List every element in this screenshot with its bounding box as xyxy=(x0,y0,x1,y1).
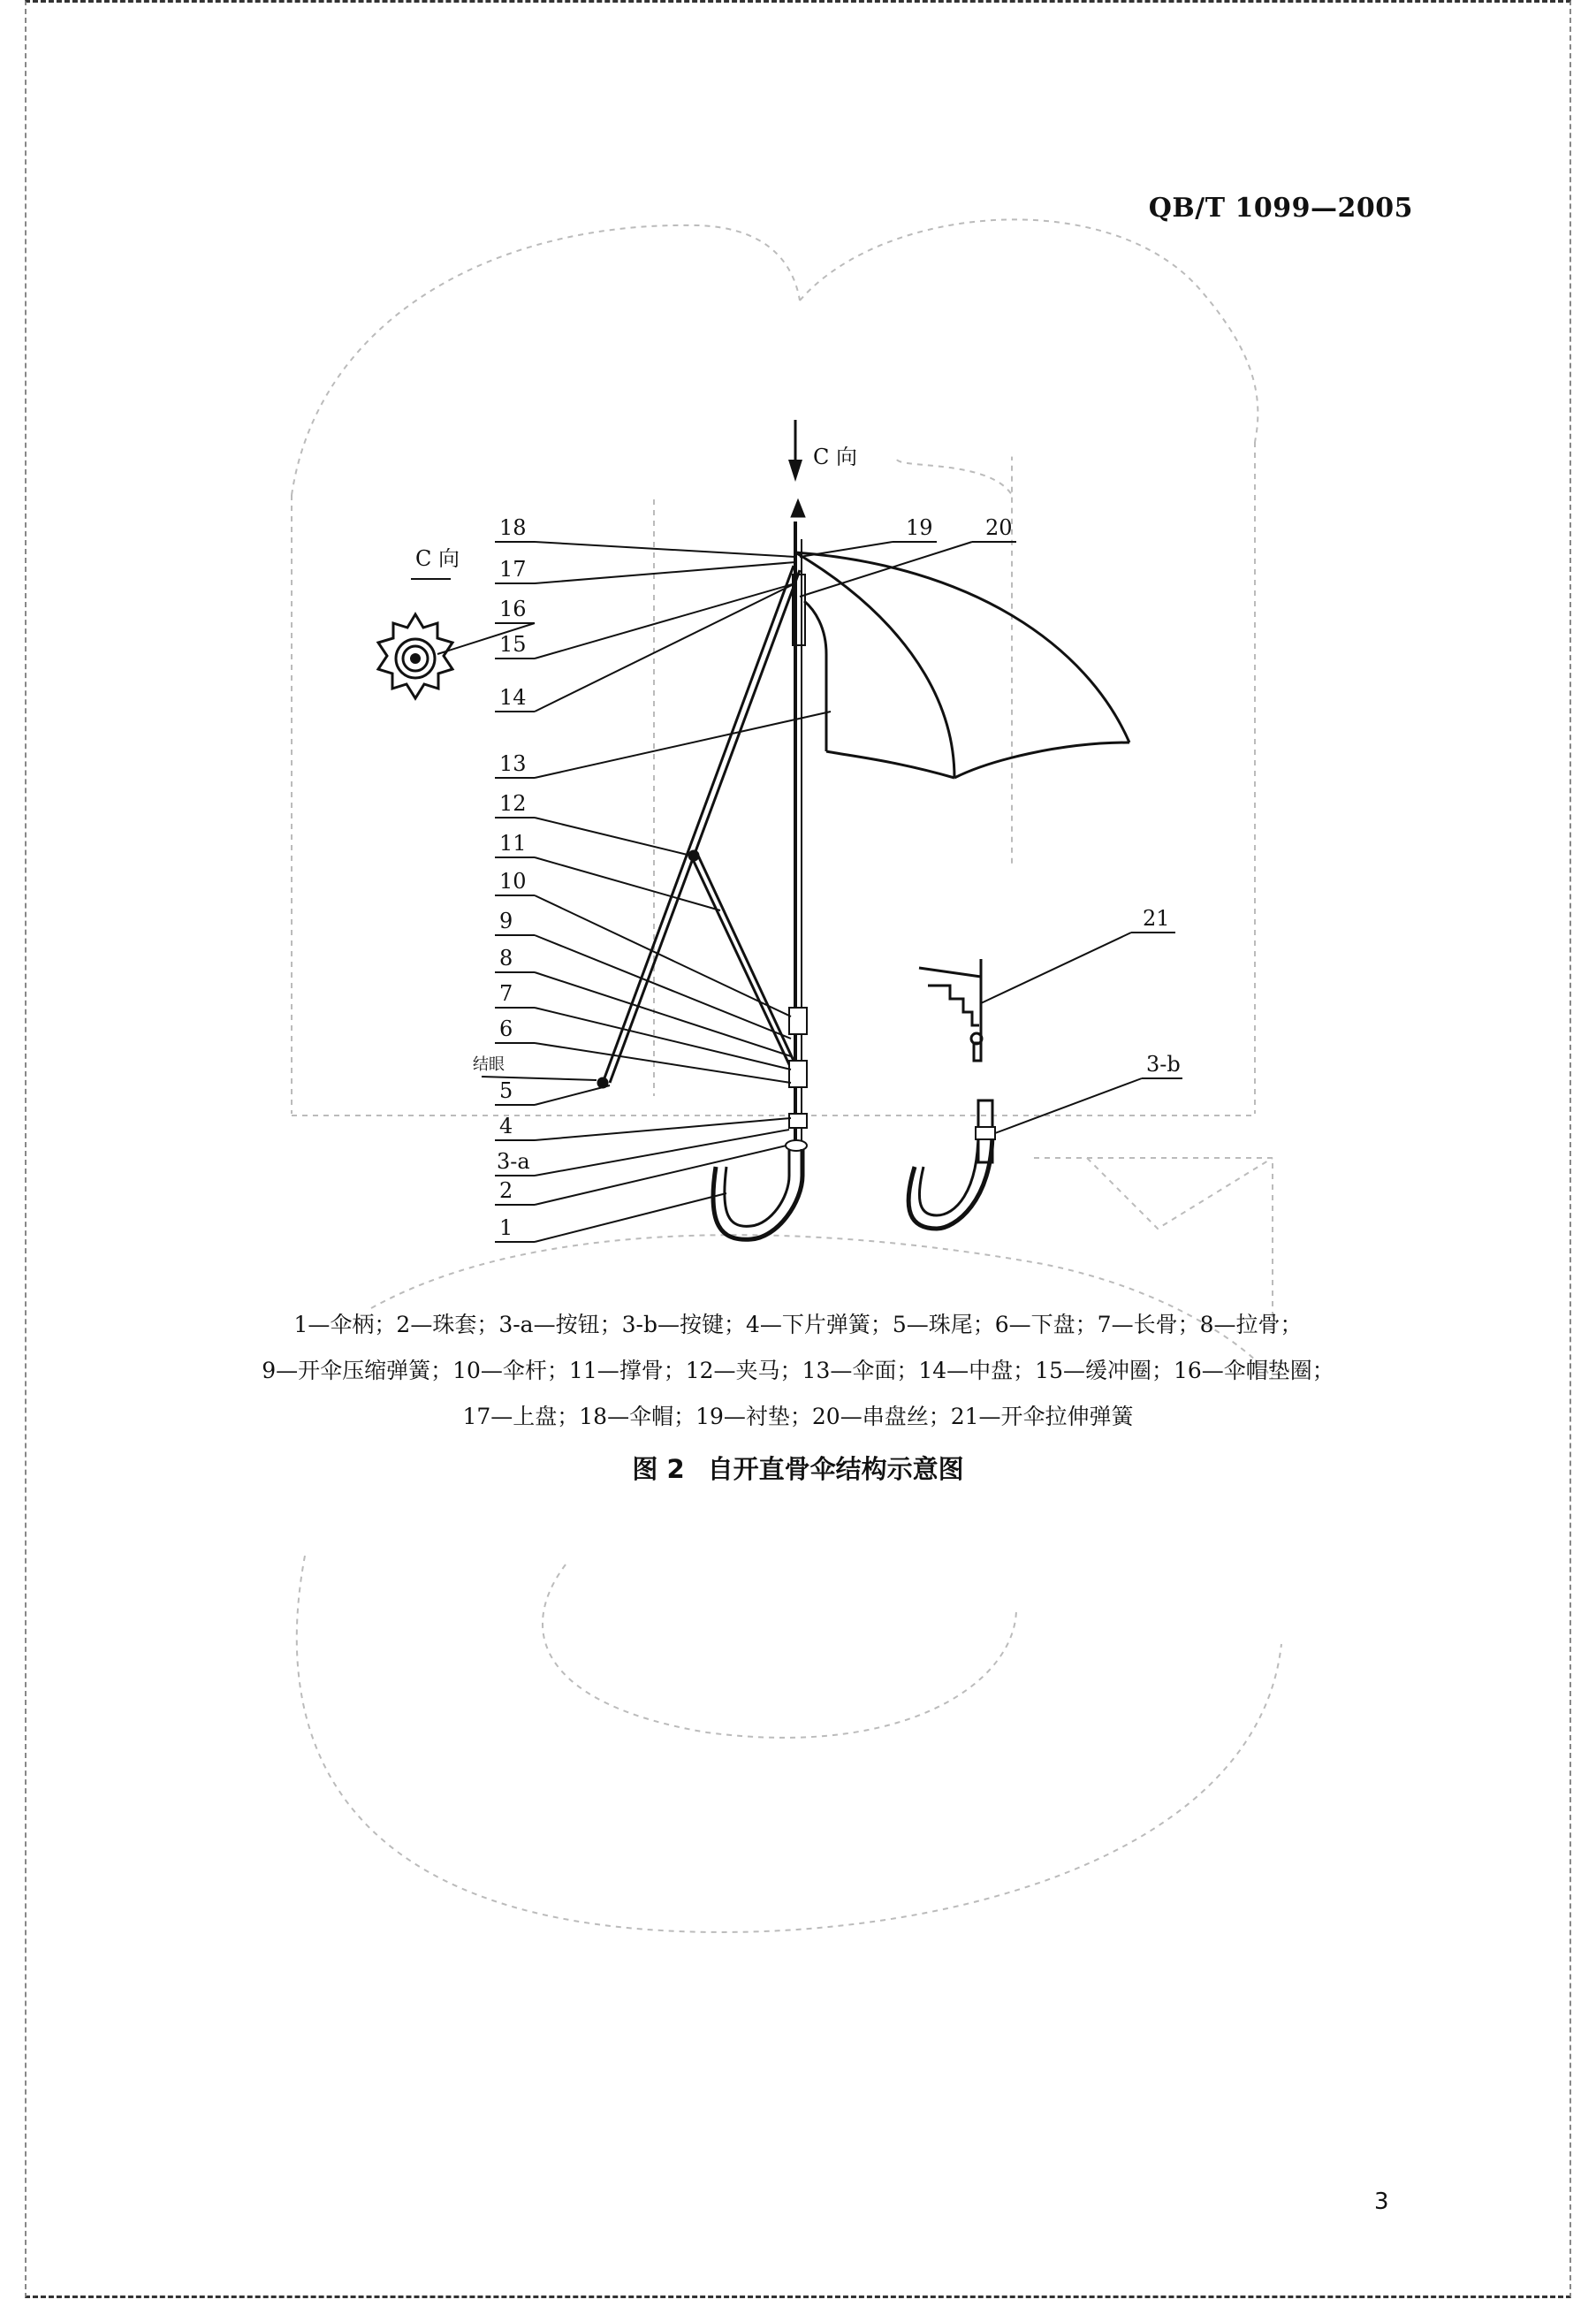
part-label-4: 4 xyxy=(499,1114,513,1138)
part-label-21: 21 xyxy=(1143,906,1170,931)
handle-main-inner xyxy=(725,1149,789,1226)
part-label-11: 11 xyxy=(499,831,527,856)
part-label-2: 2 xyxy=(499,1178,513,1203)
part-label-16: 16 xyxy=(499,597,527,621)
part-label-3b: 3-b xyxy=(1146,1052,1181,1077)
part-label-1: 1 xyxy=(499,1215,513,1240)
figure-number: 图 2 xyxy=(632,1454,685,1484)
ribs xyxy=(598,566,800,1087)
part-label-10: 10 xyxy=(499,869,527,894)
scan-artifacts xyxy=(292,219,1281,1932)
part-label-13: 13 xyxy=(499,751,527,776)
page-number: 3 xyxy=(1374,2189,1389,2215)
part-label-17: 17 xyxy=(499,557,527,582)
figure-caption xyxy=(0,1450,1596,1486)
figure-title: 自开直骨伞结构示意图 xyxy=(707,1454,964,1484)
part-label-15: 15 xyxy=(499,632,527,657)
part-label-20: 20 xyxy=(985,515,1013,540)
part-label-3a: 3-a xyxy=(497,1149,530,1174)
detail-handle-3b xyxy=(908,1100,995,1229)
part-label-knot-eye: 结眼 xyxy=(473,1055,505,1074)
part-label-8: 8 xyxy=(499,946,513,971)
cap-washer-gear xyxy=(378,614,452,698)
part-label-19: 19 xyxy=(906,515,933,540)
leader-lines-right xyxy=(800,542,1182,1133)
legend-line-1: 1—伞柄；2—珠套；3-a—按钮；3-b—按键；4—下片弹簧；5—珠尾；6—下盘；7—长骨；8—拉骨； xyxy=(293,1312,1303,1337)
part-label-7: 7 xyxy=(499,981,513,1006)
legend-line-2: 9—开伞压缩弹簧；10—伞杆；11—撑骨；12—夹马；13—伞面；14—中盘；15—缓冲圈；16—伞帽垫圈； xyxy=(262,1358,1334,1383)
detail-spring-21 xyxy=(919,959,982,1061)
view-arrow xyxy=(788,420,802,482)
part-number-labels-right xyxy=(906,515,1181,1077)
part-label-5: 5 xyxy=(499,1078,513,1103)
legend-line-3: 17—上盘；18—伞帽；19—衬垫；20—串盘丝；21—开伞拉伸弹簧 xyxy=(462,1404,1134,1429)
part-label-14: 14 xyxy=(499,685,527,710)
view-label-left: C 向 xyxy=(415,546,460,571)
part-label-12: 12 xyxy=(499,791,527,816)
part-label-18: 18 xyxy=(499,515,527,540)
canopy xyxy=(795,552,1129,778)
view-label-top: C 向 xyxy=(813,445,857,469)
part-label-6: 6 xyxy=(499,1016,513,1041)
standard-code: QB/T 1099—2005 xyxy=(1148,193,1413,224)
part-label-9: 9 xyxy=(499,909,513,933)
